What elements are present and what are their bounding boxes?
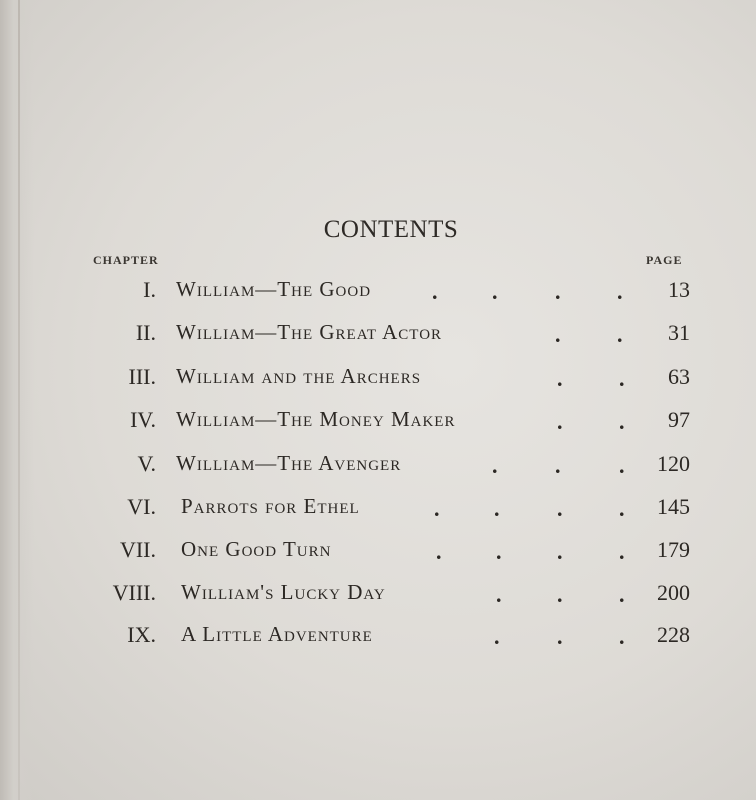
toc-row-1 xyxy=(0,277,756,313)
leader-dot: . xyxy=(432,279,438,304)
chapter-title: William and the Archers xyxy=(176,364,422,388)
leader-dot: . xyxy=(492,453,498,478)
chapter-title: William's Lucky Day xyxy=(181,580,386,604)
chapter-numeral: VII. xyxy=(119,537,156,562)
chapter-title: A Little Adventure xyxy=(181,622,373,646)
page-gutter-line xyxy=(18,0,20,800)
chapter-page-number: 200 xyxy=(657,580,690,605)
leader-dot: . xyxy=(619,624,625,649)
toc-row-8 xyxy=(0,580,756,616)
leader-dot: . xyxy=(436,539,442,564)
leader-dot: . xyxy=(619,409,625,434)
chapter-page-number: 145 xyxy=(657,494,690,519)
chapter-numeral: II. xyxy=(135,320,156,345)
leader-dot: . xyxy=(619,366,625,391)
leader-dot: . xyxy=(496,582,502,607)
contents-heading: CONTENTS xyxy=(323,216,459,243)
leader-dot: . xyxy=(557,409,563,434)
chapter-numeral: V. xyxy=(137,451,156,476)
chapter-title: One Good Turn xyxy=(181,537,332,561)
leader-dot: . xyxy=(494,496,500,521)
leader-dot: . xyxy=(619,453,625,478)
leader-dot: . xyxy=(619,582,625,607)
leader-dot: . xyxy=(557,582,563,607)
toc-row-5 xyxy=(0,451,756,487)
toc-row-4 xyxy=(0,407,756,443)
toc-row-3 xyxy=(0,364,756,400)
page-gutter-shadow xyxy=(0,0,34,800)
leader-dot: . xyxy=(494,624,500,649)
leader-dot: . xyxy=(555,322,561,347)
toc-row-6 xyxy=(0,494,756,530)
leader-dot: . xyxy=(557,624,563,649)
toc-row-9 xyxy=(0,622,756,658)
leader-dot: . xyxy=(434,496,440,521)
chapter-numeral: III. xyxy=(128,364,156,389)
leader-dot: . xyxy=(557,366,563,391)
chapter-page-number: 31 xyxy=(668,320,690,345)
chapter-page-number: 13 xyxy=(668,277,690,302)
chapter-numeral: IX. xyxy=(127,622,156,647)
chapter-numeral: VIII. xyxy=(112,580,156,605)
chapter-title: Parrots for Ethel xyxy=(181,494,360,518)
chapter-numeral: I. xyxy=(143,277,156,302)
leader-dot: . xyxy=(557,496,563,521)
chapter-page-number: 97 xyxy=(668,407,690,432)
chapter-numeral: VI. xyxy=(127,494,156,519)
chapter-title: William—The Avenger xyxy=(176,451,402,475)
toc-row-2 xyxy=(0,320,756,356)
leader-dot: . xyxy=(555,279,561,304)
leader-dot: . xyxy=(557,539,563,564)
chapter-title: William—The Money Maker xyxy=(176,407,456,431)
leader-dot: . xyxy=(619,539,625,564)
leader-dot: . xyxy=(619,496,625,521)
chapter-title: William—The Great Actor xyxy=(176,320,443,344)
chapter-title: William—The Good xyxy=(176,277,372,301)
chapter-page-number: 63 xyxy=(668,364,690,389)
leader-dot: . xyxy=(617,279,623,304)
leader-dot: . xyxy=(496,539,502,564)
leader-dot: . xyxy=(555,453,561,478)
chapter-numeral: IV. xyxy=(130,407,156,432)
page-column-header: PAGE xyxy=(646,253,683,267)
toc-row-7 xyxy=(0,537,756,573)
chapter-page-number: 228 xyxy=(657,622,690,647)
leader-dot: . xyxy=(492,279,498,304)
leader-dot: . xyxy=(617,322,623,347)
chapter-page-number: 120 xyxy=(657,451,690,476)
chapter-column-header: CHAPTER xyxy=(93,253,159,267)
chapter-page-number: 179 xyxy=(657,537,690,562)
